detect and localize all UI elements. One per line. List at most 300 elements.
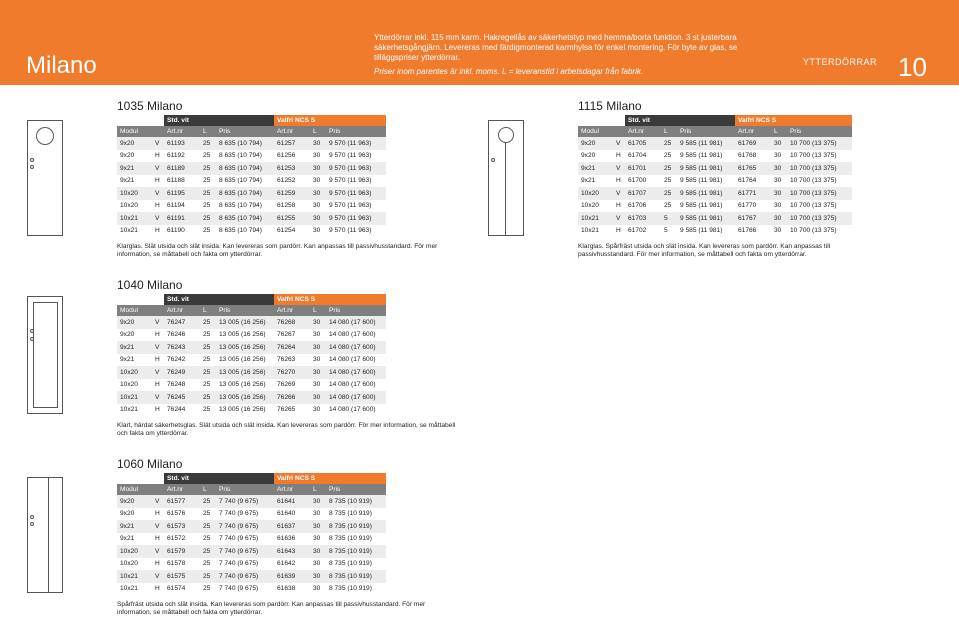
product-title: 1040 Milano <box>117 278 183 292</box>
table-row <box>117 354 386 367</box>
cell-artnr-std: 61194 <box>167 202 185 210</box>
cell-artnr-ncs: 61768 <box>738 152 757 160</box>
cell-side: V <box>152 391 164 404</box>
cell-artnr-std: 76242 <box>167 356 186 364</box>
group-custom-ncs: Valfri NCS S <box>735 115 852 126</box>
cell-side: H <box>616 152 621 160</box>
cell-lead-time-ncs: 30 <box>313 227 321 235</box>
header-price: Pris <box>787 126 852 137</box>
column-group-row <box>117 294 386 305</box>
price-table-body <box>578 115 852 237</box>
header-lead-time: L <box>771 126 787 137</box>
cell-lead-time-std: 25 <box>664 177 672 185</box>
cell-artnr-ncs: 76266 <box>274 391 310 404</box>
cell-side: V <box>152 520 164 533</box>
cell-lead-time-ncs: 30 <box>313 560 321 568</box>
cell-artnr-ncs: 61641 <box>274 495 310 508</box>
cell-artnr-ncs: 61769 <box>735 137 771 150</box>
door-handle-icon <box>491 158 495 162</box>
cell-artnr-std: 61188 <box>167 177 185 185</box>
table-row <box>578 150 852 163</box>
cell-artnr-ncs: 61256 <box>277 152 296 160</box>
cell-price-ncs: 10 700 (13 375) <box>787 137 852 150</box>
table-header-row <box>117 305 386 316</box>
cell-artnr-std: 61193 <box>164 137 200 150</box>
price-table-body <box>117 473 386 595</box>
cell-artnr-ncs: 61639 <box>274 570 310 583</box>
table-header-row <box>117 126 386 137</box>
cell-artnr-ncs: 61766 <box>738 227 757 235</box>
column-group-row <box>117 473 386 484</box>
cell-lead-time-std: 25 <box>664 152 672 160</box>
cell-side: V <box>152 137 164 150</box>
cell-modul: 9x20 <box>578 137 613 150</box>
table-row <box>117 404 386 417</box>
cell-artnr-std: 61575 <box>164 570 200 583</box>
cell-price-std: 9 585 (11 981) <box>680 152 723 160</box>
cell-lead-time-ncs: 30 <box>310 162 326 175</box>
cell-side: H <box>155 381 160 389</box>
table-header-row <box>578 126 852 137</box>
product-description: Klarglas. Spårfräst utsida och slät insida. Kan levereras som pardörr. Kan anpassas till passivhusstandard. För mer information, se måttabell och fakta om ytterdörrar. <box>578 243 831 258</box>
cell-lead-time-std: 25 <box>200 187 216 200</box>
cell-side: H <box>155 331 160 339</box>
door-lock-icon <box>30 522 34 526</box>
cell-lead-time-std: 25 <box>203 560 211 568</box>
cell-side: H <box>155 152 160 160</box>
cell-lead-time-std: 25 <box>203 535 211 543</box>
cell-modul: 9x20 <box>120 510 135 518</box>
cell-artnr-ncs: 61252 <box>277 177 296 185</box>
cell-lead-time-std: 25 <box>200 570 216 583</box>
header-lead-time: L <box>661 126 677 137</box>
group-spacer <box>117 473 164 484</box>
cell-side: H <box>155 535 160 543</box>
cell-artnr-std: 76243 <box>164 341 200 354</box>
table-row <box>578 212 852 225</box>
cell-artnr-std: 61189 <box>164 162 200 175</box>
cell-artnr-ncs: 61254 <box>277 227 296 235</box>
column-group-row <box>578 115 852 126</box>
cell-lead-time-std: 25 <box>200 162 216 175</box>
cell-price-std: 13 005 (16 256) <box>216 316 274 329</box>
table-row <box>117 162 386 175</box>
cell-modul: 9x21 <box>120 535 135 543</box>
cell-lead-time-ncs: 30 <box>313 331 321 339</box>
header-modul: Modul <box>117 305 164 316</box>
header-artnr: Art.nr <box>274 305 310 316</box>
cell-lead-time-ncs: 30 <box>774 177 782 185</box>
cell-side: V <box>613 162 625 175</box>
cell-lead-time-std: 25 <box>203 356 211 364</box>
cell-modul: 10x21 <box>581 227 599 235</box>
door-1115-illustration <box>488 120 524 236</box>
cell-artnr-std: 61705 <box>625 137 661 150</box>
cell-lead-time-std: 25 <box>203 510 211 518</box>
cell-modul: 9x20 <box>120 152 135 160</box>
table-row <box>117 175 386 188</box>
door-handle-icon <box>30 515 34 519</box>
cell-artnr-ncs: 61255 <box>274 212 310 225</box>
cell-price-ncs: 9 570 (11 963) <box>326 162 386 175</box>
cell-lead-time-ncs: 30 <box>313 356 321 364</box>
door-lock-icon <box>30 165 34 169</box>
cell-price-ncs: 9 570 (11 963) <box>329 152 372 160</box>
cell-price-ncs: 9 570 (11 963) <box>326 137 386 150</box>
cell-price-ncs: 8 735 (10 919) <box>329 535 372 543</box>
table-row <box>117 520 386 533</box>
cell-price-ncs: 14 080 (17 600) <box>326 366 386 379</box>
cell-lead-time-ncs: 30 <box>771 137 787 150</box>
door-lock-icon <box>30 337 34 341</box>
cell-artnr-ncs: 61767 <box>735 212 771 225</box>
cell-artnr-std: 61192 <box>167 152 185 160</box>
cell-lead-time-std: 25 <box>661 162 677 175</box>
cell-modul: 10x20 <box>117 545 152 558</box>
cell-side: V <box>152 162 164 175</box>
cell-modul: 9x21 <box>120 177 135 185</box>
cell-artnr-std: 76247 <box>164 316 200 329</box>
cell-price-ncs: 8 735 (10 919) <box>326 495 386 508</box>
cell-price-ncs: 10 700 (13 375) <box>790 152 837 160</box>
cell-price-ncs: 8 735 (10 919) <box>326 520 386 533</box>
cell-side: V <box>152 212 164 225</box>
cell-lead-time-ncs: 30 <box>310 341 326 354</box>
header-lead-time: L <box>200 484 216 495</box>
table-row <box>117 366 386 379</box>
cell-artnr-ncs: 61637 <box>274 520 310 533</box>
cell-side: H <box>616 177 621 185</box>
round-window-icon <box>498 127 514 143</box>
cell-artnr-std: 61572 <box>167 535 186 543</box>
section-label: YTTERDÖRRAR <box>803 57 878 67</box>
cell-lead-time-std: 25 <box>200 545 216 558</box>
header-modul: Modul <box>117 126 164 137</box>
cell-lead-time-std: 25 <box>200 366 216 379</box>
page-number: 10 <box>898 52 927 82</box>
header-lead-time: L <box>200 126 216 137</box>
product-title: 1060 Milano <box>117 457 183 471</box>
cell-price-ncs: 9 570 (11 963) <box>326 212 386 225</box>
header-modul: Modul <box>578 126 625 137</box>
header-lead-time: L <box>310 126 326 137</box>
cell-side: V <box>152 495 164 508</box>
cell-price-std: 7 740 (9 675) <box>219 585 259 593</box>
table-row <box>578 162 852 175</box>
cell-price-std: 9 585 (11 981) <box>677 137 735 150</box>
table-row <box>117 212 386 225</box>
cell-price-ncs: 9 570 (11 963) <box>329 202 372 210</box>
cell-price-ncs: 8 735 (10 919) <box>329 510 372 518</box>
cell-price-std: 9 585 (11 981) <box>680 202 723 210</box>
cell-modul: 10x21 <box>117 391 152 404</box>
header-price: Pris <box>326 305 386 316</box>
cell-price-ncs: 8 735 (10 919) <box>326 545 386 558</box>
cell-artnr-std: 61576 <box>167 510 186 518</box>
cell-lead-time-std: 25 <box>200 137 216 150</box>
product-1115 <box>578 99 878 258</box>
cell-price-ncs: 10 700 (13 375) <box>790 177 837 185</box>
cell-modul: 9x20 <box>120 331 135 339</box>
door-1040-illustration <box>27 296 63 414</box>
cell-artnr-std: 61579 <box>164 545 200 558</box>
cell-price-std: 13 005 (16 256) <box>216 341 274 354</box>
cell-artnr-std: 76246 <box>167 331 186 339</box>
cell-artnr-std: 61190 <box>167 227 185 235</box>
table-row <box>117 495 386 508</box>
cell-price-std: 7 740 (9 675) <box>216 545 274 558</box>
cell-price-ncs: 10 700 (13 375) <box>790 227 837 235</box>
cell-modul: 10x20 <box>120 381 138 389</box>
intro-description: Ytterdörrar inkl. 115 mm karm. Hakregellås av säkerhetstyp med hemma/borta funktion. 3 st justerbara säkerhetsgångjärn. Levereras med färdigmonterad karmhylsa för enkel montering. För byte av glas, se tilläggspriser ytterdörrar. <box>374 33 738 62</box>
cell-modul: 10x21 <box>117 212 152 225</box>
cell-artnr-ncs: 61643 <box>274 545 310 558</box>
price-table-body <box>117 115 386 237</box>
cell-side: V <box>613 137 625 150</box>
table-row <box>578 225 852 238</box>
cell-artnr-std: 61707 <box>625 187 661 200</box>
column-group-row <box>117 115 386 126</box>
cell-price-std: 7 740 (9 675) <box>216 520 274 533</box>
header-lead-time: L <box>200 305 216 316</box>
cell-artnr-std: 76248 <box>167 381 186 389</box>
cell-price-std: 7 740 (9 675) <box>219 510 259 518</box>
cell-price-ncs: 14 080 (17 600) <box>326 316 386 329</box>
cell-modul: 9x21 <box>117 520 152 533</box>
cell-modul: 9x20 <box>581 152 596 160</box>
table-row <box>578 137 852 150</box>
header-artnr: Art.nr <box>274 126 310 137</box>
cell-side: H <box>155 177 160 185</box>
cell-price-std: 13 005 (16 256) <box>219 356 266 364</box>
cell-modul: 10x20 <box>117 187 152 200</box>
cell-side: H <box>155 202 160 210</box>
table-row <box>117 583 386 596</box>
cell-lead-time-ncs: 30 <box>310 520 326 533</box>
cell-lead-time-ncs: 30 <box>313 510 321 518</box>
cell-artnr-ncs: 76264 <box>274 341 310 354</box>
cell-price-ncs: 14 080 (17 600) <box>329 356 376 364</box>
cell-price-ncs: 10 700 (13 375) <box>790 202 837 210</box>
cell-artnr-std: 61704 <box>628 152 647 160</box>
header-artnr: Art.nr <box>164 305 200 316</box>
cell-price-ncs: 14 080 (17 600) <box>329 331 376 339</box>
cell-lead-time-std: 25 <box>200 212 216 225</box>
cell-modul: 9x20 <box>117 137 152 150</box>
cell-lead-time-std: 25 <box>203 381 211 389</box>
cell-price-std: 7 740 (9 675) <box>219 535 259 543</box>
cell-modul: 9x21 <box>581 177 596 185</box>
cell-price-std: 7 740 (9 675) <box>216 570 274 583</box>
cell-lead-time-ncs: 30 <box>310 366 326 379</box>
table-row <box>117 508 386 521</box>
cell-artnr-ncs: 61640 <box>277 510 296 518</box>
cell-price-ncs: 8 735 (10 919) <box>326 570 386 583</box>
table-row <box>578 200 852 213</box>
cell-side: H <box>155 227 160 235</box>
price-table <box>117 115 386 237</box>
cell-side: H <box>155 560 160 568</box>
cell-artnr-ncs: 76268 <box>274 316 310 329</box>
cell-artnr-ncs: 76269 <box>277 381 296 389</box>
table-header-row <box>117 484 386 495</box>
group-spacer <box>578 115 625 126</box>
cell-side: V <box>152 366 164 379</box>
cell-side: V <box>152 341 164 354</box>
cell-lead-time-ncs: 30 <box>310 187 326 200</box>
cell-side: V <box>613 212 625 225</box>
cell-modul: 10x20 <box>581 202 599 210</box>
cell-modul: 9x20 <box>117 316 152 329</box>
header-artnr: Art.nr <box>274 484 310 495</box>
header-artnr: Art.nr <box>164 126 200 137</box>
groove-line-icon <box>505 143 506 235</box>
product-description: Spårfräst utsida och slät insida. Kan levereras som pardörr. Kan anpassas till passivhusstandard. För mer information, se måttabell och fakta om ytterdörrar. <box>117 601 426 616</box>
cell-side: H <box>155 356 160 364</box>
cell-price-std: 8 635 (10 794) <box>216 162 274 175</box>
cell-price-std: 9 585 (11 981) <box>677 162 735 175</box>
cell-lead-time-ncs: 30 <box>774 227 782 235</box>
cell-lead-time-ncs: 30 <box>310 137 326 150</box>
header-lead-time: L <box>310 305 326 316</box>
cell-price-std: 7 740 (9 675) <box>219 560 259 568</box>
cell-side: H <box>155 585 160 593</box>
cell-artnr-std: 61191 <box>164 212 200 225</box>
cell-modul: 10x21 <box>578 212 613 225</box>
cell-price-ncs: 14 080 (17 600) <box>326 391 386 404</box>
cell-modul: 10x21 <box>117 570 152 583</box>
cell-lead-time-ncs: 30 <box>771 212 787 225</box>
cell-price-std: 13 005 (16 256) <box>219 381 266 389</box>
page-header <box>0 0 959 85</box>
cell-price-std: 13 005 (16 256) <box>216 366 274 379</box>
group-spacer <box>117 115 164 126</box>
table-row <box>578 187 852 200</box>
group-spacer <box>117 294 164 305</box>
cell-price-std: 9 585 (11 981) <box>680 227 723 235</box>
cell-lead-time-ncs: 30 <box>310 316 326 329</box>
cell-side: V <box>152 545 164 558</box>
door-1035-illustration <box>27 120 63 236</box>
cell-lead-time-ncs: 30 <box>310 391 326 404</box>
product-title: 1115 Milano <box>578 99 642 113</box>
cell-artnr-std: 76244 <box>167 406 186 414</box>
cell-lead-time-std: 25 <box>203 406 211 414</box>
cell-lead-time-ncs: 30 <box>313 535 321 543</box>
table-row <box>117 187 386 200</box>
cell-price-ncs: 14 080 (17 600) <box>326 341 386 354</box>
cell-artnr-std: 61706 <box>628 202 647 210</box>
cell-price-ncs: 9 570 (11 963) <box>329 227 372 235</box>
cell-lead-time-std: 5 <box>661 212 677 225</box>
header-price: Pris <box>216 305 274 316</box>
cell-price-std: 7 740 (9 675) <box>216 495 274 508</box>
cell-artnr-std: 61195 <box>164 187 200 200</box>
table-row <box>117 150 386 163</box>
cell-artnr-ncs: 61258 <box>277 202 296 210</box>
cell-modul: 9x21 <box>578 162 613 175</box>
group-standard-white: Std. vit <box>164 115 274 126</box>
door-handle-icon <box>30 158 34 162</box>
cell-lead-time-ncs: 30 <box>310 545 326 558</box>
cell-artnr-ncs: 61642 <box>277 560 296 568</box>
cell-artnr-std: 61577 <box>164 495 200 508</box>
header-artnr: Art.nr <box>735 126 771 137</box>
cell-lead-time-std: 25 <box>200 495 216 508</box>
header-price: Pris <box>216 126 274 137</box>
table-row <box>117 225 386 238</box>
cell-side: V <box>613 187 625 200</box>
cell-lead-time-std: 25 <box>200 341 216 354</box>
cell-side: H <box>616 202 621 210</box>
cell-price-ncs: 14 080 (17 600) <box>329 381 376 389</box>
cell-artnr-std: 76249 <box>164 366 200 379</box>
cell-artnr-ncs: 61770 <box>738 202 757 210</box>
cell-side: H <box>155 406 160 414</box>
door-handle-icon <box>30 329 34 333</box>
cell-price-std: 8 635 (10 794) <box>219 177 262 185</box>
cell-lead-time-std: 25 <box>203 177 211 185</box>
groove-line-icon <box>48 478 49 592</box>
cell-lead-time-ncs: 30 <box>310 570 326 583</box>
header-artnr: Art.nr <box>164 484 200 495</box>
product-1040 <box>117 278 457 437</box>
table-row <box>117 137 386 150</box>
table-row <box>117 200 386 213</box>
product-description: Klart, härdat säkerhetsglas. Slät utsida och slät insida. Kan levereras som pardörr. För mer information, se måttabell och fakta om ytterdörrar. <box>117 422 456 437</box>
table-row <box>117 379 386 392</box>
header-artnr: Art.nr <box>625 126 661 137</box>
cell-artnr-std: 61574 <box>167 585 186 593</box>
group-custom-ncs: Valfri NCS S <box>274 115 386 126</box>
price-table <box>117 294 386 416</box>
cell-lead-time-ncs: 30 <box>774 202 782 210</box>
price-table <box>117 473 386 595</box>
product-1035 <box>117 99 457 258</box>
group-standard-white: Std. vit <box>625 115 735 126</box>
cell-price-std: 8 635 (10 794) <box>219 227 262 235</box>
cell-artnr-ncs: 76263 <box>277 356 296 364</box>
cell-artnr-std: 61703 <box>625 212 661 225</box>
cell-artnr-ncs: 61253 <box>274 162 310 175</box>
cell-side: V <box>152 187 164 200</box>
cell-modul: 9x21 <box>117 162 152 175</box>
cell-lead-time-ncs: 30 <box>774 152 782 160</box>
group-standard-white: Std. vit <box>164 473 274 484</box>
tall-window-icon <box>33 302 58 408</box>
cell-lead-time-std: 25 <box>200 316 216 329</box>
cell-artnr-std: 61702 <box>628 227 647 235</box>
cell-price-std: 13 005 (16 256) <box>219 331 266 339</box>
cell-side: V <box>152 316 164 329</box>
cell-artnr-ncs: 61636 <box>277 535 296 543</box>
cell-price-std: 9 585 (11 981) <box>677 212 735 225</box>
cell-side: V <box>152 570 164 583</box>
header-modul: Modul <box>117 484 164 495</box>
cell-price-ncs: 9 570 (11 963) <box>329 177 372 185</box>
cell-artnr-ncs: 61638 <box>277 585 296 593</box>
group-standard-white: Std. vit <box>164 294 274 305</box>
table-row <box>117 329 386 342</box>
cell-lead-time-ncs: 30 <box>313 177 321 185</box>
cell-price-ncs: 10 700 (13 375) <box>787 212 852 225</box>
cell-artnr-std: 61700 <box>628 177 647 185</box>
cell-lead-time-ncs: 30 <box>313 585 321 593</box>
cell-lead-time-std: 25 <box>661 187 677 200</box>
table-row <box>117 558 386 571</box>
table-row <box>117 316 386 329</box>
cell-lead-time-ncs: 30 <box>313 202 321 210</box>
